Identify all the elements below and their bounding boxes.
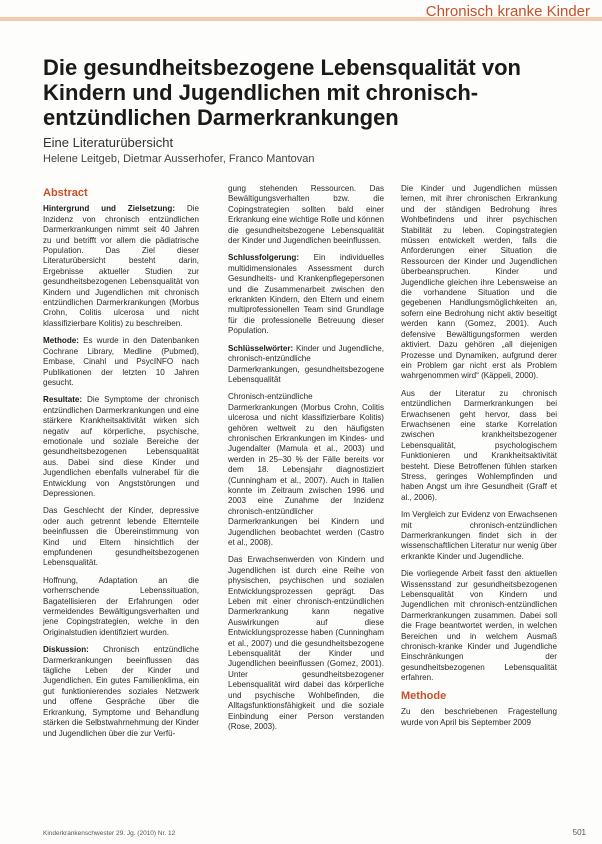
journal-footer: Kinderkrankenschwester 29. Jg. (2010) Nr. 12 [43, 830, 176, 837]
section-tag: Chronisch kranke Kinder [425, 3, 590, 20]
paragraph [401, 707, 557, 728]
paragraph-text: Die Inzidenz von chronisch entzündlichen Darmerkrankungen nimmt seit 40 Jahren zu und betrifft vor allem die pädiatrische Population. Das Ziel dieser Literaturübersicht besteht darin, Ergebnisse aktueller Studien zur gesundheitsbezogenen Lebensqualität von Kindern und Jugendlichen mit chronisch entzündlichen Darmerkrankungen (Morbus Crohn, Colitis ulcerosa und nicht klassifizierbare Kolitis) zu beschreiben. [43, 204, 199, 328]
paragraph-label: Methode: [43, 336, 79, 346]
paragraph-text: Chronisch entzündliche Darmerkrankungen beeinflussen das tägliche Leben der Kinder und Jugendlichen. Ein gutes Familienklima, ein gut funktionierendes soziales Netzwerk und offene Gespräche über die Erkrankung, Symptome und Behandlung stärken die Selbstwahrnehmung der Kinder und Jugendlichen über die zur Verfü- [43, 645, 199, 738]
paragraph-text: Hoffnung, Adaptation an die vorherrschende Lebenssituation, Bagatellisieren der Erfahrungen oder vermeidendes Bewältigungsverhalten und jene Copingstrategien, welche in den Originalstudien identifiziert wurden. [43, 575, 199, 637]
column-3 [401, 184, 557, 735]
paragraph [43, 336, 199, 388]
paragraph-text: Chronisch-entzündliche Darmerkrankungen (Morbus Crohn, Colitis ulcerosa und nicht klassifizierbare Kolitis) gehören weltweit zu den häufigsten chronischen Erkrankungen im Kindes- und Jugendalter (Mamula et al., 2003) und werden in 25–30 % der Fälle bereits vor dem 18. Lebensjahr diagnostiziert (Cunningham et al., 2007). Auch in Italien konnte im Zeitraum zwischen 1996 und 2003 eine Zunahme der Inzidenz chronisch-entzündlicher Darmerkrankungen bei Kindern und Jugendlichen beobachtet werden (Castro et al., 2008). [228, 392, 384, 547]
paragraph-text: Zu den beschriebenen Fragestellung wurde von April bis September 2009 [401, 707, 557, 727]
paragraph-text: Das Geschlecht der Kinder, depressive oder auch getrennt lebende Elternteile beeinflussen die Übereinstimmung von Kind und Eltern hinsichtlich der empfundenen gesundheitsbezogenen Lebensqualität. [43, 506, 199, 568]
column-2 [228, 184, 384, 739]
methode-heading: Methode [401, 689, 447, 702]
column-1 [43, 188, 199, 746]
paragraph-text: Es wurde in den Datenbanken Cochrane Library, Medline (Pubmed), Embase, Cinahl und PsycINFO nach Publikationen der letzten 10 Jahren gesucht. [43, 336, 199, 387]
paragraph-label: Diskussion: [43, 645, 89, 655]
paragraph [401, 510, 557, 562]
paragraph [401, 389, 557, 503]
paragraph [43, 506, 199, 568]
paragraph-text: gung stehenden Ressourcen. Das Bewältigungsverhalten bzw. die Copingstrategien sollten bald einer Erkrankung eine wichtige Rolle und können die gesundheitsbezogene Lebensqualität der Kinder und Jugendlichen beeinflussen. [228, 184, 384, 246]
paragraph [228, 344, 384, 386]
paragraph [401, 184, 557, 382]
paragraph [228, 392, 384, 548]
paragraph [228, 184, 384, 246]
page-number: 501 [572, 828, 586, 837]
paragraph-text: Aus der Literatur zu chronisch entzündlichen Darmerkrankungen bei Erwachsenen geht hervor, dass bei Erwachsenen eine starke Korrelation zwischen krankheitsbezogener Lebensqualität, psychologischem Funktionieren und Krankheitsaktivität besteht. Diese Betroffenen fühlen starken Stress, geringes Wohlempfinden und haben Angst um ihre Gesundheit (Graff et al., 2006). [401, 388, 557, 502]
paragraph-text: Das Erwachsenwerden von Kindern und Jugendlichen ist durch eine Reihe von physischen, psychischen und sozialen Entwicklungsprozessen geprägt. Das Leben mit einer chronisch-entzündlichen Darmerkrankung kann negative Auswirkungen auf diese Entwicklungsprozesse haben (Cunningham et al., 2007) und die gesundheitsbezogene Lebensqualität der Kinder und Jugendlichen beeinflussen (Gomez, 2001). Unter gesundheitsbezogener Lebensqualität wird dabei das körperliche und psychische Wohlbefinden, die Alltagsfunktionsfähigkeit und die soziale Einbindung einer Person verstanden (Rose, 2003). [228, 555, 384, 731]
paragraph [43, 576, 199, 638]
abstract-heading: Abstract [43, 187, 88, 199]
paragraph-text: Die vorliegende Arbeit fasst den aktuellen Wissensstand zur gesundheitsbezogenen Lebensqualität von Kindern und Jugendlichen mit chronisch-entzündlichen Darmerkrankungen zusammen. Dabei soll die Frage beantwortet werden, in welchen Bereichen und in welchem Ausmaß chronisch-kranke Kinder und Jugendliche Einschränkungen der gesundheitsbezogenen Lebensqualität erfahren. [401, 569, 557, 683]
paragraph [401, 569, 557, 683]
paragraph-text: Die Kinder und Jugendlichen müssen lernen, mit ihrer chronischen Erkrankung und der ständigen Bedrohung ihres Wohlbefindens und ihrer psychischen Stabilität zu leben. Copingstrategien müssen entwickelt werden, falls die Anforderungen einer Situation die Ressourcen der Kinder und Jugendlichen überbeanspruchen. Kinder und Jugendliche gleichen ihre Lebensweise an die vorhandene Situation und die gegebenen Handlungsmöglichkeiten an, sofern eine Bedrohung nicht aktiv beseitigt werden kann (Gomez, 2001). Auch defensive Bewältigungsformen werden aktiviert. Dazu gehören „all diejenigen Prozesse und Dynamiken, aufgrund derer ein Problem gar nicht erst als Problem wahrgenommen wird“ (Käppeli, 2000). [401, 184, 557, 381]
paragraph [228, 253, 384, 336]
paragraph-text: Im Vergleich zur Evidenz von Erwachsenen mit chronisch-entzündlichen Darmerkrankungen findet sich in der wissenschaftlichen Literatur nur wenig über erkrankte Kinder und Jugendliche. [401, 510, 557, 561]
paragraph-text: Die Symptome der chronisch entzündlichen Darmerkrankungen und eine stärkere Krankheitsaktivität wirken sich negativ auf körperliche, psychische, emotionale und soziale Bereiche der gesundheitsbezogenen Lebensqualität aus. Dabei sind diese Kinder und Jugendlichen ebenfalls vulnerabel für die Entwicklung von Angststörungen und Depressionen. [43, 395, 199, 498]
paragraph-label: Resultate: [43, 395, 83, 405]
paragraph-text: Ein individuelles multidimensionales Assessment durch Gesundheits- und Krankenpflegepersonen und die Zusammenarbeit zwischen den erkrankten Kindern, den Eltern und einem multiprofessionellen Team sind Grundlage für die professionelle Betreuung dieser Population. [228, 253, 384, 336]
paragraph-label: Schlussfolgerung: [228, 253, 300, 263]
paragraph-label: Hintergrund und Zielsetzung: [43, 204, 176, 214]
paragraph-text: Kinder und Jugendliche, chronisch-entzündliche Darmerkrankungen, gesundheitsbezogene Lebensqualität [228, 343, 384, 384]
article-title: Die gesundheitsbezogene Lebensqualität von Kindern und Jugendlichen mit chronisch-entzündlichen Darmerkrankungen [43, 55, 521, 130]
paragraph [43, 204, 199, 329]
paragraph [43, 395, 199, 499]
paragraph [43, 645, 199, 739]
article-authors: Helene Leitgeb, Dietmar Ausserhofer, Franco Mantovan [43, 153, 315, 165]
paragraph [228, 555, 384, 732]
article-subtitle: Eine Literaturübersicht [43, 135, 174, 150]
paragraph-label: Schlüsselwörter: [228, 343, 294, 353]
